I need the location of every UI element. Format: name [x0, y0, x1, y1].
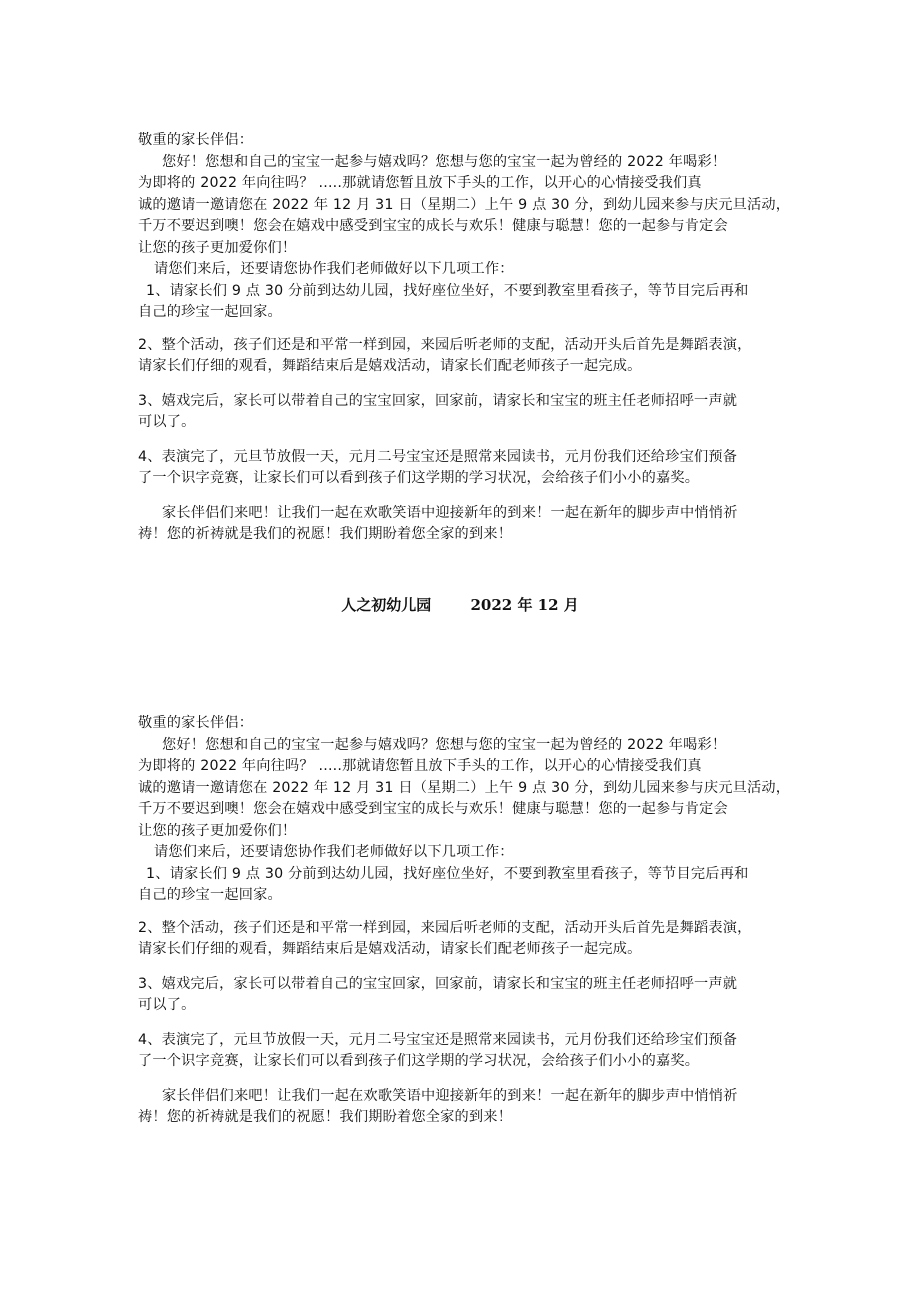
closing-line: 祷！您的祈祷就是我们的祝愿！我们期盼着您全家的到来！	[138, 526, 513, 542]
signature	[0, 594, 920, 615]
closing-line: 祷！您的祈祷就是我们的祝愿！我们期盼着您全家的到来！	[138, 1109, 513, 1125]
item-3-line-2: 可以了。	[138, 414, 196, 430]
intro-line: 诚的邀请一邀请您在 2022 年 12 月 31 日（星期二）上午 9 点 30 分，到幼儿园来参与庆元旦活动，	[138, 196, 791, 213]
intro-line: 诚的邀请一邀请您在 2022 年 12 月 31 日（星期二）上午 9 点 30 分，到幼儿园来参与庆元旦活动，	[138, 779, 791, 796]
item-4-line-1: 4、表演完了，元旦节放假一天，元月二号宝宝还是照常来园读书，元月份我们还给珍宝们预备	[138, 1031, 738, 1048]
request-line: 请您们来后，还要请您协作我们老师做好以下几项工作：	[154, 844, 514, 860]
request-line: 请您们来后，还要请您协作我们老师做好以下几项工作：	[154, 261, 514, 277]
item-4-line-1: 4、表演完了，元旦节放假一天，元月二号宝宝还是照常来园读书，元月份我们还给珍宝们预备	[138, 448, 738, 465]
item-2-line-1: 2、整个活动，孩子们还是和平常一样到园，来园后听老师的支配，活动开头后首先是舞蹈表演，	[138, 919, 752, 936]
item-2-line-2: 请家长们仔细的观看，舞蹈结束后是嬉戏活动，请家长们配老师孩子一起完成。	[138, 358, 642, 374]
item-4-line-2: 了一个识字竞赛，让家长们可以看到孩子们这学期的学习状况，会给孩子们小小的嘉奖。	[138, 1053, 700, 1069]
signature-org: 人之初幼儿园	[341, 596, 432, 614]
item-3-line-1: 3、嬉戏完后，家长可以带着自己的宝宝回家，回家前，请家长和宝宝的班主任老师招呼一声就	[138, 975, 738, 992]
salutation: 敬重的家长伴侣：	[138, 715, 254, 731]
invitation-letter-2	[138, 713, 798, 1129]
signature-date: 2022 年 12 月	[470, 596, 579, 614]
closing-line: 家长伴侣们来吧！让我们一起在欢歌笑语中迎接新年的到来！一起在新年的脚步声中悄悄祈	[162, 1087, 738, 1104]
intro-line: 为即将的 2022 年向往吗？ .....那就请您暂且放下手头的工作，以开心的心情接受我们真	[138, 758, 702, 774]
closing-line: 家长伴侣们来吧！让我们一起在欢歌笑语中迎接新年的到来！一起在新年的脚步声中悄悄祈	[162, 504, 738, 521]
item-3-line-1: 3、嬉戏完后，家长可以带着自己的宝宝回家，回家前，请家长和宝宝的班主任老师招呼一声就	[138, 392, 738, 409]
intro-line: 您好！您想和自己的宝宝一起参与嬉戏吗？您想与您的宝宝一起为曾经的 2022 年喝彩！	[162, 153, 727, 170]
item-1-line-1: 1、请家长们 9 点 30 分前到达幼儿园，找好座位坐好，不要到教室里看孩子，等节目完后再和	[146, 865, 749, 882]
item-2-line-2: 请家长们仔细的观看，舞蹈结束后是嬉戏活动，请家长们配老师孩子一起完成。	[138, 941, 642, 957]
intro-line: 为即将的 2022 年向往吗？ .....那就请您暂且放下手头的工作，以开心的心情接受我们真	[138, 175, 702, 191]
item-1-line-2: 自己的珍宝一起回家。	[138, 887, 282, 903]
intro-line: 您好！您想和自己的宝宝一起参与嬉戏吗？您想与您的宝宝一起为曾经的 2022 年喝彩！	[162, 736, 727, 753]
item-2-line-1: 2、整个活动，孩子们还是和平常一样到园，来园后听老师的支配，活动开头后首先是舞蹈表演，	[138, 336, 752, 353]
salutation: 敬重的家长伴侣：	[138, 132, 254, 148]
item-1-line-2: 自己的珍宝一起回家。	[138, 304, 282, 320]
intro-line: 让您的孩子更加爱你们！	[138, 239, 297, 256]
intro-line: 让您的孩子更加爱你们！	[138, 822, 297, 839]
item-1-line-1: 1、请家长们 9 点 30 分前到达幼儿园，找好座位坐好，不要到教室里看孩子，等节目完后再和	[146, 282, 749, 299]
intro-line: 千万不要迟到噢！您会在嬉戏中感受到宝宝的成长与欢乐！健康与聪慧！您的一起参与肯定会	[138, 801, 728, 817]
invitation-letter-1	[138, 130, 798, 546]
intro-line: 千万不要迟到噢！您会在嬉戏中感受到宝宝的成长与欢乐！健康与聪慧！您的一起参与肯定会	[138, 218, 728, 234]
item-3-line-2: 可以了。	[138, 997, 196, 1013]
item-4-line-2: 了一个识字竞赛，让家长们可以看到孩子们这学期的学习状况，会给孩子们小小的嘉奖。	[138, 470, 700, 486]
